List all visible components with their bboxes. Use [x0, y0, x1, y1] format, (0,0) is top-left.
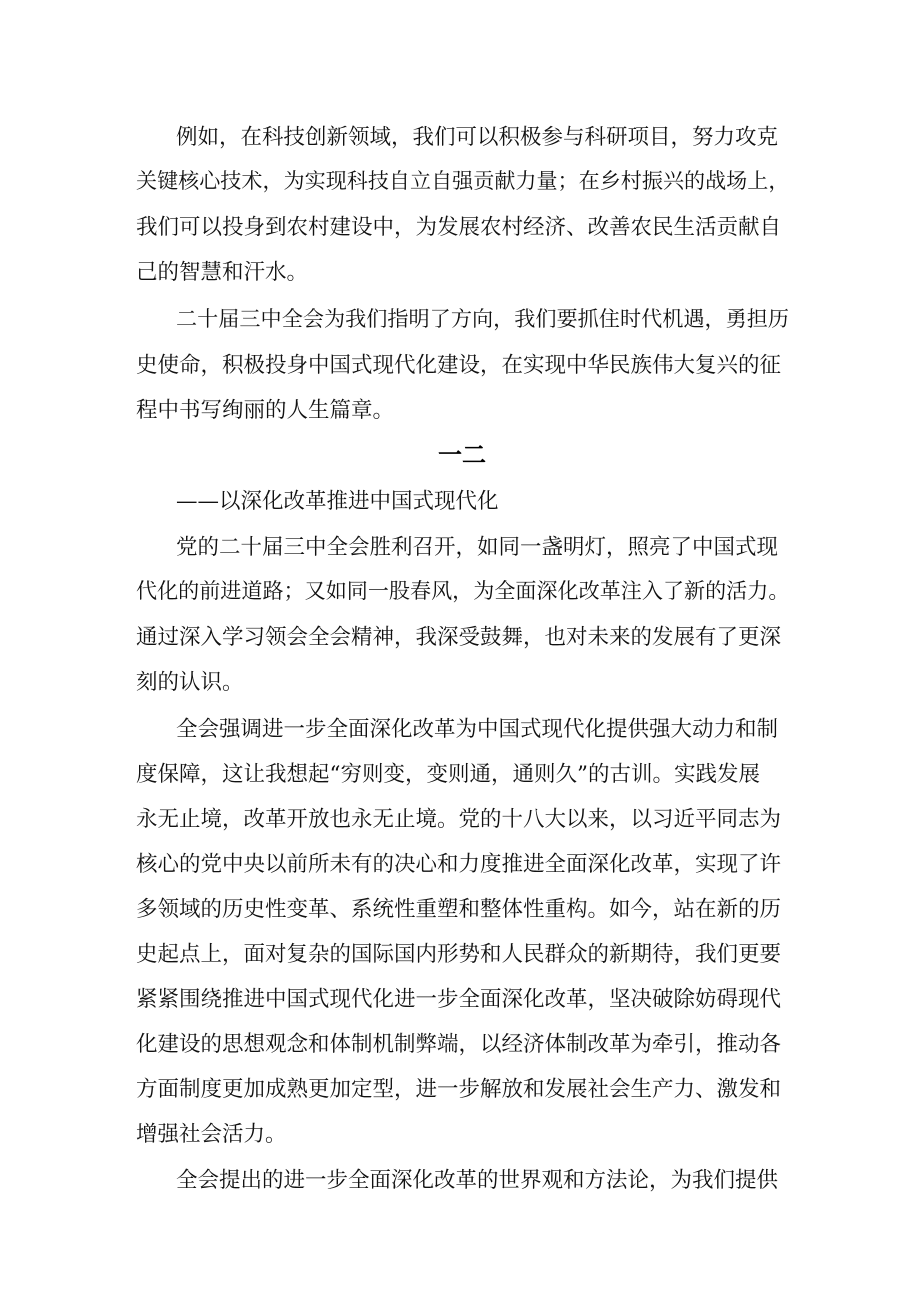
paragraph-line: 通过深入学习领会全会精神，我深受鼓舞，也对未来的发展有了更深	[136, 625, 782, 650]
paragraph-line: 史起点上，面对复杂的国际国内形势和人民群众的新期待，我们更要	[136, 942, 782, 967]
paragraph-line: 永无止境，改革开放也永无止境。党的十八大以来，以习近平同志为	[136, 807, 782, 832]
paragraph-line: 度保障，这让我想起“穷则变，变则通，通则久”的古训。实践发展	[136, 762, 760, 787]
paragraph-line: 全会强调进一步全面深化改革为中国式现代化提供强大动力和制	[176, 717, 779, 742]
paragraph-line: 刻的认识。	[136, 670, 244, 695]
section-subtitle: ——以深化改革推进中国式现代化	[176, 489, 499, 514]
paragraph-line: 史使命，积极投身中国式现代化建设，在实现中华民族伟大复兴的征	[136, 353, 782, 378]
paragraph-line: 二十届三中全会为我们指明了方向，我们要抓住时代机遇，勇担历	[176, 306, 790, 331]
paragraph-line: 多领域的历史性变革、系统性重塑和整体性重构。如今，站在新的历	[136, 897, 782, 922]
paragraph-line: 核心的党中央以前所未有的决心和力度推进全面深化改革，实现了许	[136, 852, 782, 877]
paragraph-line: 方面制度更加成熟更加定型，进一步解放和发展社会生产力、激发和	[136, 1077, 782, 1102]
paragraph-line: 程中书写绚丽的人生篇章。	[136, 398, 395, 423]
paragraph-line: 全会提出的进一步全面深化改革的世界观和方法论，为我们提供	[176, 1168, 779, 1193]
paragraph-line: 例如，在科技创新领域，我们可以积极参与科研项目，努力攻克	[176, 125, 779, 150]
paragraph-line: 代化的前进道路；又如同一股春风，为全面深化改革注入了新的活力。	[136, 578, 790, 603]
section-heading: 一二	[438, 440, 486, 469]
paragraph-line: 化建设的思想观念和体制机制弊端，以经济体制改革为牵引，推动各	[136, 1032, 782, 1057]
paragraph-line: 紧紧围绕推进中国式现代化进一步全面深化改革，坚决破除妨碍现代	[136, 987, 782, 1012]
paragraph-line: 关键核心技术，为实现科技自立自强贡献力量；在乡村振兴的战场上，	[136, 168, 790, 193]
paragraph-line: 我们可以投身到农村建设中，为发展农村经济、改善农民生活贡献自	[136, 215, 782, 240]
paragraph-line: 党的二十届三中全会胜利召开，如同一盏明灯，照亮了中国式现	[176, 535, 779, 560]
paragraph-line: 增强社会活力。	[136, 1122, 287, 1147]
paragraph-line: 己的智慧和汗水。	[136, 260, 309, 285]
